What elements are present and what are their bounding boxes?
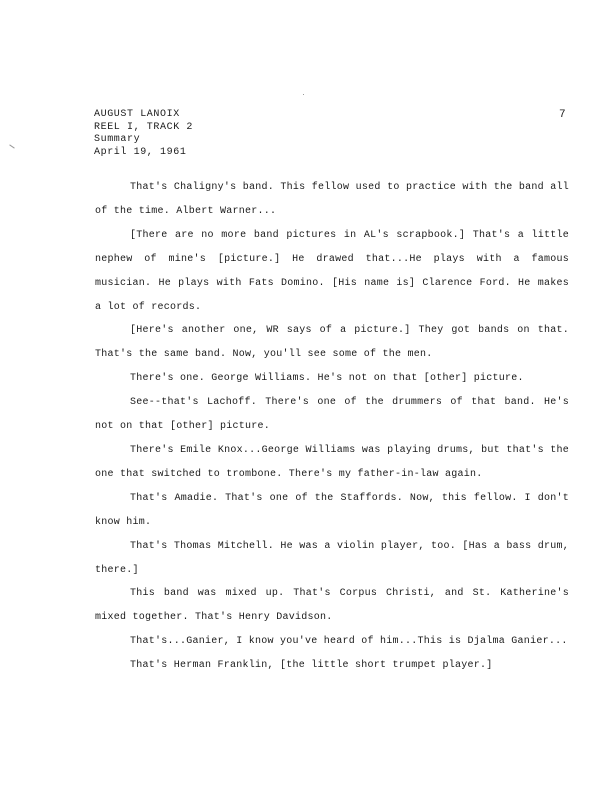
page-number: 7 xyxy=(559,109,566,121)
header-name: AUGUST LANOIX xyxy=(94,109,180,120)
header-date: April 19, 1961 xyxy=(94,146,187,158)
paragraph: See--that's Lachoff. There's one of the drummers of that band. He's not on that [other] picture. xyxy=(95,397,569,433)
paragraph: There's Emile Knox...George Williams was playing drums, but that's the one that switched to trombone. There's my father-in-law again. xyxy=(95,444,569,480)
paragraph: [Here's another one, WR says of a picture.] They got bands on that. That's the same band. Now, you'll see some of the men. xyxy=(95,325,569,361)
scan-speck xyxy=(9,144,14,148)
document-header xyxy=(94,109,193,159)
paragraph: That's Chaligny's band. This fellow used to practice with the band all of the time. Albert Warner... xyxy=(95,182,569,217)
scan-speck xyxy=(303,94,304,95)
paragraph: That's...Ganier, I know you've heard of him...This is Djalma Ganier... xyxy=(130,636,568,648)
paragraph: There's one. George Williams. He's not on that [other] picture. xyxy=(130,373,524,385)
transcript-body xyxy=(95,176,569,678)
paragraph: That's Thomas Mitchell. He was a violin player, too. [Has a bass drum, there.] xyxy=(95,540,569,576)
header-reel-track: REEL I, TRACK 2 xyxy=(94,121,194,133)
paragraph: This band was mixed up. That's Corpus Christi, and St. Katherine's mixed together. That's Henry Davidson. xyxy=(95,588,569,624)
header-summary: Summary xyxy=(94,134,141,145)
paragraph: That's Herman Franklin, [the little short trumpet player.] xyxy=(130,660,493,672)
paragraph: [There are no more band pictures in AL's scrapbook.] That's a little nephew of mine's [picture.] He drawed that...He plays with a famous musician. He plays with Fats Domino. [His name is] Clarence Ford. He makes a lot of records. xyxy=(95,229,569,313)
paragraph: That's Amadie. That's one of the Staffords. Now, this fellow. I don't know him. xyxy=(95,492,569,528)
